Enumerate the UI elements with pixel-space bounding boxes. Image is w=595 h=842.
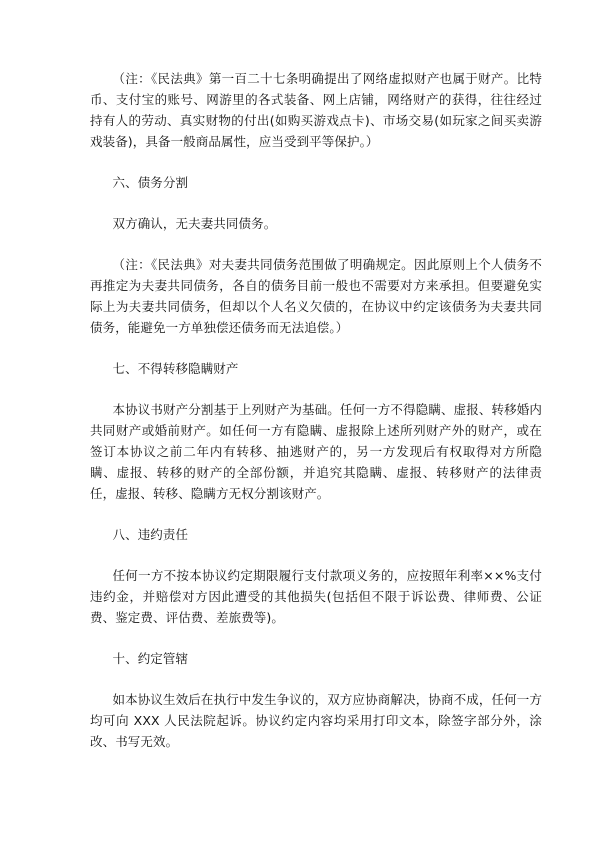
- paragraph-jurisdiction: [90, 689, 542, 752]
- paragraph-text: 本协议书财产分割基于上列财产为基础。任何一方不得隐瞒、虚报、转移婚内共同财产或婚前财产。如任何一方有隐瞒、虚报除上述所列财产外的财产，或在签订本协议之前二年内有转移、抽逃财产的，另一方发现后有权取得对方所隐瞒、虚报、转移的财产的全部份额，并追究其隐瞒、虚报、转移财产的法律责任，虚报、转移、隐瞒方无权分割该财产。: [90, 402, 542, 501]
- section-heading: 八、违约责任: [112, 527, 189, 542]
- note-virtual-property: [90, 68, 542, 152]
- document-body: [90, 68, 542, 772]
- section-heading: 七、不得转移隐瞒财产: [112, 361, 239, 376]
- paragraph-no-debt: [90, 213, 542, 234]
- section-heading-breach: [90, 524, 542, 545]
- paragraph-text: 双方确认，无夫妻共同债务。: [112, 216, 277, 231]
- note-text: （注：《民法典》第一百二十七条明确提出了网络虚拟财产也属于财产。比特币、支付宝的账号、网游里的各式装备、网上店铺，网络财产的获得，往往经过持有人的劳动、真实财物的付出(如购买游戏点卡)、市场交易(如玩家之间买卖游戏装备)，具备一般商品属性，应当受到平等保护。）: [90, 71, 542, 149]
- paragraph-text: 任何一方不按本协议约定期限履行支付款项义务的，应按照年利率××%支付违约金，并赔偿对方因此遭受的其他损失(包括但不限于诉讼费、律师费、公证费、鉴定费、评估费、差旅费等)。: [90, 568, 542, 625]
- section-heading-jurisdiction: [90, 648, 542, 669]
- note-text: （注：《民法典》对夫妻共同债务范围做了明确规定。因此原则上个人债务不再推定为夫妻共同债务，各自的债务目前一般也不需要对方来承担。但要避免实际上为夫妻共同债务，但却以个人名义欠债的，在协议中约定该债务为夫妻共同债务，能避免一方单独偿还债务而无法追偿。）: [90, 257, 542, 335]
- paragraph-no-transfer: [90, 399, 542, 504]
- paragraph-text: 如本协议生效后在执行中发生争议的，双方应协商解决，协商不成，任何一方均可向 XXX 人民法院起诉。协议约定内容均采用打印文本，除签字部分外，涂改、书写无效。: [90, 692, 542, 749]
- section-heading-no-transfer: [90, 358, 542, 379]
- section-heading-debt: [90, 172, 542, 193]
- paragraph-breach: [90, 565, 542, 628]
- section-heading: 十、约定管辖: [112, 651, 189, 666]
- section-heading: 六、债务分割: [112, 175, 189, 190]
- note-common-debt: [90, 254, 542, 338]
